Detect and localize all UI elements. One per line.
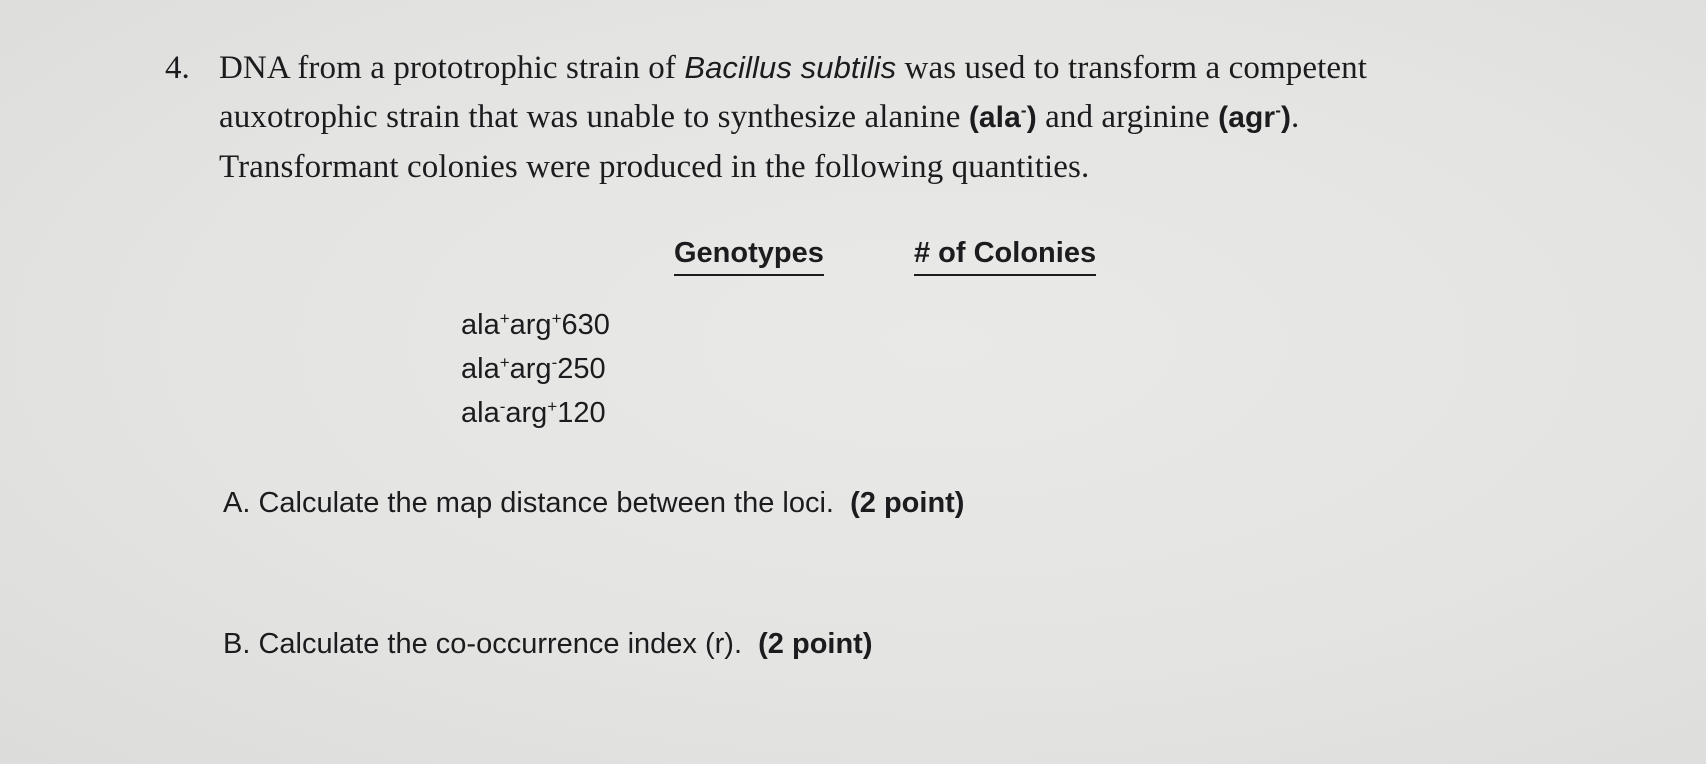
row-1-gene-a-sup: + [499,309,510,328]
row-1-gene-b: arg [509,309,552,341]
part-a-points: (2 point) [850,487,965,519]
genotype-row [461,353,606,386]
ala-minus-sup: - [1020,101,1027,120]
agr-minus-close: ) [1280,101,1292,134]
ala-minus-text: (ala [968,101,1021,134]
species-name: Bacillus subtilis [684,50,897,85]
part-a [223,487,964,520]
ala-minus-close: ) [1026,101,1037,134]
genotype-row [461,309,610,342]
agr-minus-text: (agr [1218,101,1276,134]
agr-minus-label [1218,101,1291,134]
question-line-1-text: DNA from a prototrophic strain of [219,50,685,86]
row-1-gene-b-sup: + [551,309,562,328]
row-2-count: 250 [557,353,606,385]
row-1-gene-a: ala [461,309,500,341]
question-number: 4. [165,50,190,86]
row-3-gene-a-sup: - [499,397,506,416]
agr-minus-sup: - [1275,101,1281,120]
question-line-2-text: auxotrophic strain that was unable to synthesize alanine [219,99,969,135]
question-line-2 [219,99,1299,136]
row-3-gene-a: ala [461,397,500,429]
colonies-header: # of Colonies [914,237,1096,276]
question-line-1 [219,50,1367,87]
part-b-label: B. [223,628,251,660]
ala-minus-label [969,101,1037,134]
row-3-gene-b-sup: + [547,397,558,416]
part-b [223,628,873,661]
part-a-text: Calculate the map distance between the loci. [258,487,834,519]
genotypes-header: Genotypes [674,237,824,276]
row-2-gene-a-sup: + [499,353,510,372]
part-b-text: Calculate the co-occurrence index (r). [258,628,743,660]
question-line-3: Transformant colonies were produced in the following quantities. [219,149,1090,185]
row-2-gene-b: arg [509,353,552,385]
row-3-gene-b: arg [505,397,548,429]
part-a-label: A. [223,487,251,519]
genotype-row [461,397,606,430]
row-3-count: 120 [557,397,606,429]
question-line-2-mid: and arginine [1036,99,1219,135]
row-2-gene-a: ala [461,353,500,385]
question-line-2-end: . [1291,99,1300,135]
row-2-gene-b-sup: - [551,353,558,372]
question-line-1-rest: was used to transform a competent [896,50,1367,86]
row-1-count: 630 [561,309,610,341]
part-b-points: (2 point) [758,628,873,660]
